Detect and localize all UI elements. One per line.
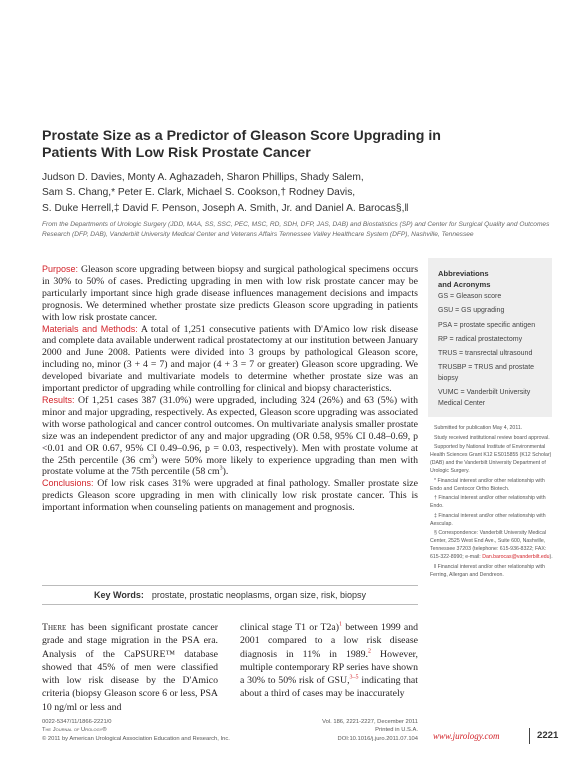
journal-name: The Journal of Urology®: [42, 727, 107, 734]
footnote: ‖ Financial interest and/or other relationship with Ferring, Allergan and Dendreon.: [430, 563, 545, 578]
methods-text: A total of 1,251 consecutive patients with D'Amico low risk disease and complete data available underwent radical prostatectomy at our institution between January 2000 and June 2008. Patients were divided into 3 groups by pathological Gleason score, including no, minor (3 + 4 = 7) and major (4 + 3 = 7 or greater) Gleason score upgrading. We developed bivariate and multivariate models to determine whether prostate size was an important predictor of upgrading while controlling for clinical and biopsy characteristics.: [42, 323, 418, 395]
keywords-text: prostate, prostatic neoplasms, organ size, risk, biopsy: [151, 590, 366, 600]
author-list: [42, 170, 502, 216]
methods-heading: Materials and Methods:: [42, 323, 138, 334]
results-text: ) were 50% more likely to experience upgrading than men with prostate volume at the 75th percentile (58 cm: [42, 454, 418, 478]
note-irb: Study received institutional review board approval.: [434, 434, 550, 441]
abbreviation-item: GSU = GS upgrading: [438, 307, 505, 315]
abstract-conclusions: [42, 478, 418, 514]
abbreviations-title-line: and Acronyms: [438, 280, 491, 289]
body-column-left: [42, 621, 218, 714]
citation-link[interactable]: 3–5: [349, 674, 359, 681]
results-text: ).: [222, 466, 229, 478]
abbreviations-title: [438, 268, 490, 290]
note-correspondence: [430, 529, 558, 561]
page-number: 2221: [537, 730, 559, 741]
superscript: 3: [151, 454, 155, 461]
author-line: Judson D. Davies, Monty A. Aghazadeh, Sharon Phillips, Shady Salem,: [42, 172, 364, 183]
journal-website-link[interactable]: www.jurology.com: [433, 731, 500, 741]
body-text: indicating that about a third of cases may be inaccurately: [240, 675, 419, 700]
abbreviations-box: [428, 258, 552, 417]
abbreviation-item: TRUSBP = TRUS and prostate biopsy: [438, 364, 535, 382]
abbreviation-item: PSA = prostate specific antigen: [438, 321, 536, 329]
body-text: However, multiple contemporary RP series have shown a 30% to 50% risk of GSU,: [240, 648, 418, 687]
abbreviations-title-line: Abbreviations: [438, 269, 489, 278]
keywords-bar: [42, 585, 418, 605]
issn-line: 0022-5347/11/1866-2221/0: [42, 719, 112, 725]
keywords-label: Key Words:: [94, 590, 144, 600]
article-notes: [430, 424, 558, 580]
email-link[interactable]: Dan.barocas@vanderbilt.edu: [482, 554, 550, 560]
citation-link[interactable]: 1: [338, 621, 342, 628]
footer-left: [42, 718, 262, 743]
note-support: Supported by National Institute of Environmental Health Sciences Grant K12 ES015855 (K12 Scholar) (DAB) and the Vanderbilt University Department of Urologic Surgery.: [430, 444, 552, 474]
abbreviations-list: [438, 292, 548, 413]
printed-line: Printed in U.S.A.: [375, 727, 418, 734]
footnote: ‡ Financial interest and/or other relationship with Aesculap.: [430, 512, 546, 527]
body-text: clinical stage T1 or T2a): [240, 622, 339, 633]
page-divider: [529, 728, 530, 744]
author-line: Sam S. Chang,* Peter E. Clark, Michael S. Cookson,† Rodney Davis,: [42, 187, 356, 199]
lead-word: There: [42, 622, 67, 633]
affiliation: From the Departments of Urologic Surgery (JDD, MAA, SS, SSC, PEC, MSC, RD, SDH, DFP, JAS, DAB) and Biostatistics (SP) and Center for Surgical Quality and Outcomes Research (DFP, DAB), Vanderbilt University Medical Center and Veterans Affairs Tennessee Valley Healthcare System (DFP), Nashville, Tennessee: [42, 221, 550, 239]
abstract-purpose: [42, 264, 418, 324]
footer-middle: [290, 718, 418, 743]
abbreviation-item: VUMC = Vanderbilt University Medical Center: [438, 389, 531, 407]
correspondence-text: § Correspondence: Vanderbilt University Medical Center, 2525 West End Ave., Suite 600, Nashville, Tennessee 37203 (telephone: 615-936-8322; FAX: 615-322-8990; e-mail:: [430, 530, 547, 560]
body-text: has been significant prostate cancer grade and stage migration in the PSA era. Analysis of the CaPSURE™ database showed that 45% of men were classified with low risk disease by the D'Amico criteria (biopsy Gleason score 6 or less, PSA 10 ng/ml or less and: [42, 622, 218, 713]
citation-link[interactable]: 2: [368, 648, 371, 655]
author-line: S. Duke Herrell,‡ David F. Penson, Joseph A. Smith, Jr. and Daniel A. Barocas§,‖: [42, 202, 409, 214]
doi-line: DOI:10.1016/j.juro.2011.07.104: [337, 735, 418, 742]
abbreviation-item: RP = radical prostatectomy: [438, 335, 523, 343]
footnote: † Financial interest and/or other relationship with Endo.: [430, 495, 546, 509]
results-text: Of 1,251 cases 387 (31.0%) were upgraded, including 324 (26%) and 63 (5%) with minor and major upgrading, respectively. As expected, Gleason score upgrading was associated with worse pathological and cancer control outcomes. On multivariate analysis smaller prostate size was an independent predictor of any and major upgrading (OR 0.58, 95% CI 0.48–0.69, p <0.01 and OR 0.67, 95% CI 0.49–0.96, p = 0.03, respectively). Men with prostate volume at the 25th percentile (36 cm: [42, 394, 419, 466]
body-column-right: [240, 621, 418, 701]
note-submitted: Submitted for publication May 4, 2011.: [434, 425, 523, 431]
body-text: between 1999 and 2001 compared to a low risk disease diagnosis in 11% in 1989.: [240, 622, 418, 660]
conclusions-heading: Conclusions:: [42, 478, 94, 489]
abbreviation-item: GS = Gleason score: [438, 293, 502, 300]
purpose-heading: Purpose:: [42, 264, 79, 274]
abstract-methods: [42, 324, 418, 395]
abstract-results: [42, 395, 418, 478]
abbreviation-item: TRUS = transrectal ultrasound: [438, 350, 533, 358]
superscript: 3: [219, 466, 223, 473]
results-heading: Results:: [42, 394, 75, 405]
footnote: * Financial interest and/or other relationship with Endo and Centocor Ortho Biotech.: [430, 477, 545, 492]
article-title: Prostate Size as a Predictor of Gleason Score Upgrading in Patients With Low Risk Prostate Cancer: [42, 128, 441, 161]
conclusions-text: Of low risk cases 31% were upgraded at final pathology. Smaller prostate size predicts Gleason score upgrading in men with clinically low risk prostate cancer. This is important information when counseling patients on management and prognosis.: [42, 478, 418, 514]
copyright-line: © 2011 by American Urological Association Education and Research, Inc.: [42, 735, 230, 742]
abstract: [42, 264, 418, 514]
correspondence-end: ).: [549, 554, 553, 560]
purpose-text: Gleason score upgrading between biopsy and surgical pathological specimens occurs in 30% to 50% of cases. Predicting upgrading in men with low risk prostate cancer may be particularly important since high grade disease influences management decisions and impacts prognosis. We determined whether prostate size predicts Gleason score upgrading in patients with low risk prostate cancer.: [42, 264, 419, 323]
volume-line: Vol. 186, 2221-2227, December 2011: [322, 719, 418, 725]
